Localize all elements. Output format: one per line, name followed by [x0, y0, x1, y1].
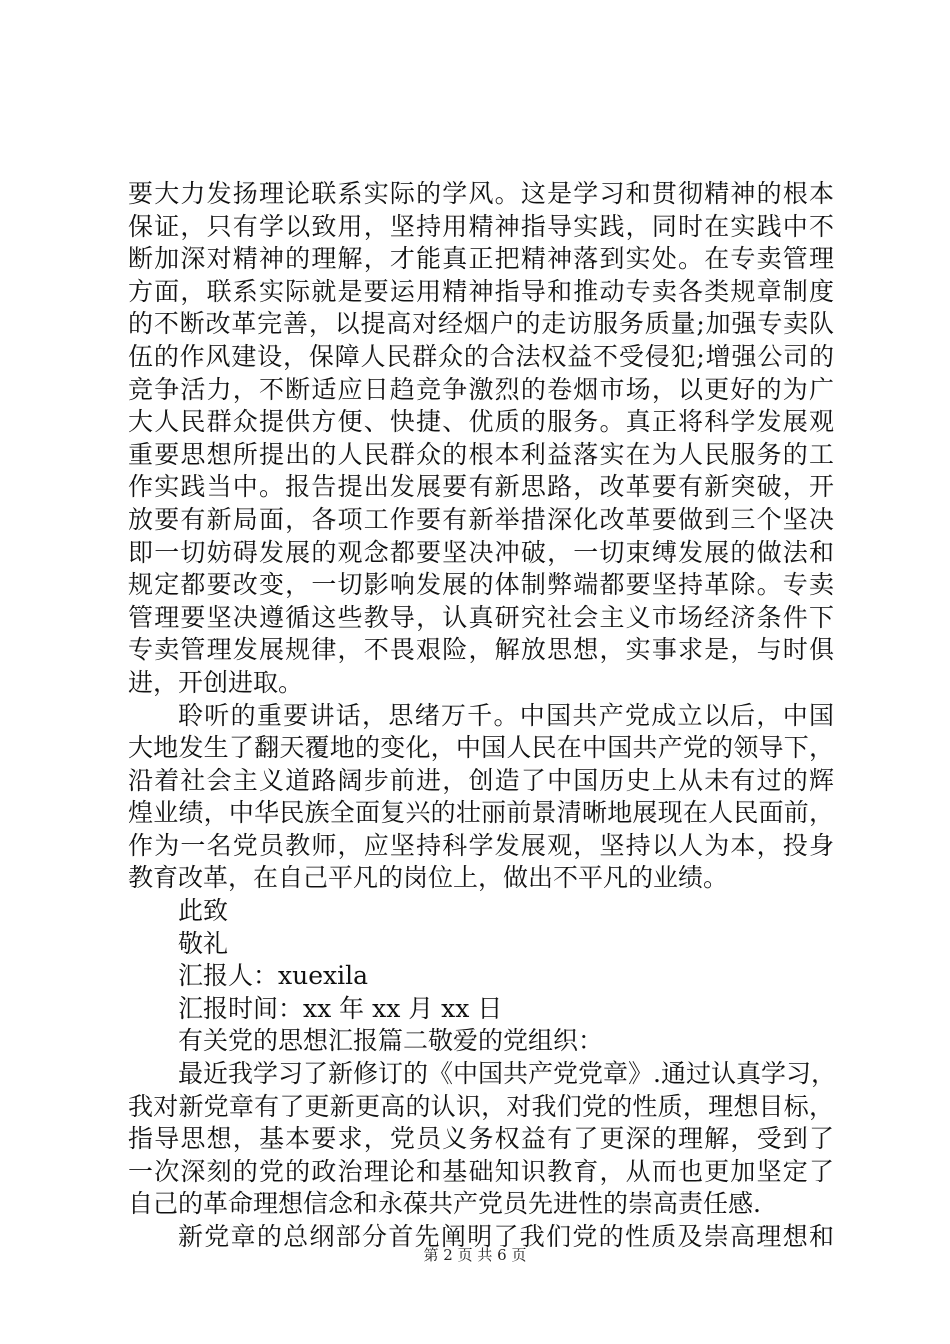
text-line: 教育改革，在自己平凡的岗位上，做出不平凡的业绩。	[128, 863, 729, 893]
text-line: 一次深刻的党的政治理论和基础知识教育，从而也更加坚定了	[128, 1156, 834, 1186]
text-line: 新党章的总纲部分首先阐明了我们党的性质及崇高理想和	[178, 1222, 834, 1251]
text-line: 汇报人：xuexila	[178, 961, 368, 991]
page-footer: 第 2 页 共 6 页	[423, 1246, 527, 1264]
document-body	[128, 178, 834, 1254]
text-line: 作实践当中。报告提出发展要有新思路，改革要有新突破，开	[128, 472, 834, 502]
text-line: 此致	[178, 896, 229, 926]
text-line: 有关党的思想汇报篇二敬爱的党组织：	[178, 1026, 604, 1056]
text-line: 方面，联系实际就是要运用精神指导和推动专卖各类规章制度	[128, 276, 834, 306]
text-line: 大地发生了翻天覆地的变化，中国人民在中国共产党的领导下，	[128, 733, 834, 763]
text-line: 保证，只有学以致用，坚持用精神指导实践，同时在实践中不	[128, 211, 834, 241]
text-line: 放要有新局面，各项工作要有新举措深化改革要做到三个坚决	[128, 504, 834, 534]
text-line: 自己的革命理想信念和永葆共产党员先进性的崇高责任感.	[128, 1189, 761, 1219]
text-line: 敬礼	[178, 928, 229, 958]
text-line: 要大力发扬理论联系实际的学风。这是学习和贯彻精神的根本	[128, 179, 834, 208]
text-line: 我对新党章有了更新更高的认识，对我们党的性质，理想目标，	[128, 1091, 834, 1121]
text-line: 进，开创进取。	[128, 667, 304, 697]
text-line: 专卖管理发展规律，不畏艰险，解放思想，实事求是，与时俱	[128, 635, 834, 665]
text-line: 大人民群众提供方便、快捷、优质的服务。真正将科学发展观	[128, 407, 834, 437]
text-line: 的不断改革完善，以提高对经烟户的走访服务质量;加强专卖队	[128, 309, 834, 339]
text-line: 最近我学习了新修订的《中国共产党党章》.通过认真学习，	[178, 1059, 836, 1089]
text-line: 煌业绩，中华民族全面复兴的壮丽前景清晰地展现在人民面前，	[128, 798, 834, 828]
text-line: 即一切妨碍发展的观念都要坚决冲破，一切束缚发展的做法和	[128, 537, 834, 567]
text-line: 汇报时间：xx 年 xx 月 xx 日	[178, 993, 503, 1023]
text-line: 重要思想所提出的人民群众的根本利益落实在为人民服务的工	[128, 439, 834, 469]
text-line: 伍的作风建设，保障人民群众的合法权益不受侵犯;增强公司的	[128, 341, 834, 371]
text-line: 沿着社会主义道路阔步前进，创造了中国历史上从未有过的辉	[128, 765, 834, 795]
text-line: 竞争活力，不断适应日趋竞争激烈的卷烟市场，以更好的为广	[128, 374, 834, 404]
text-line: 管理要坚决遵循这些教导，认真研究社会主义市场经济条件下	[128, 602, 834, 632]
text-line: 指导思想，基本要求，党员义务权益有了更深的理解，受到了	[128, 1124, 834, 1154]
text-line: 断加深对精神的理解，才能真正把精神落到实处。在专卖管理	[128, 244, 834, 274]
text-line: 作为一名党员教师，应坚持科学发展观，坚持以人为本，投身	[128, 830, 834, 860]
text-line: 聆听的重要讲话，思绪万千。中国共产党成立以后，中国	[178, 700, 834, 730]
text-line: 规定都要改变，一切影响发展的体制弊端都要坚持革除。专卖	[128, 570, 834, 600]
